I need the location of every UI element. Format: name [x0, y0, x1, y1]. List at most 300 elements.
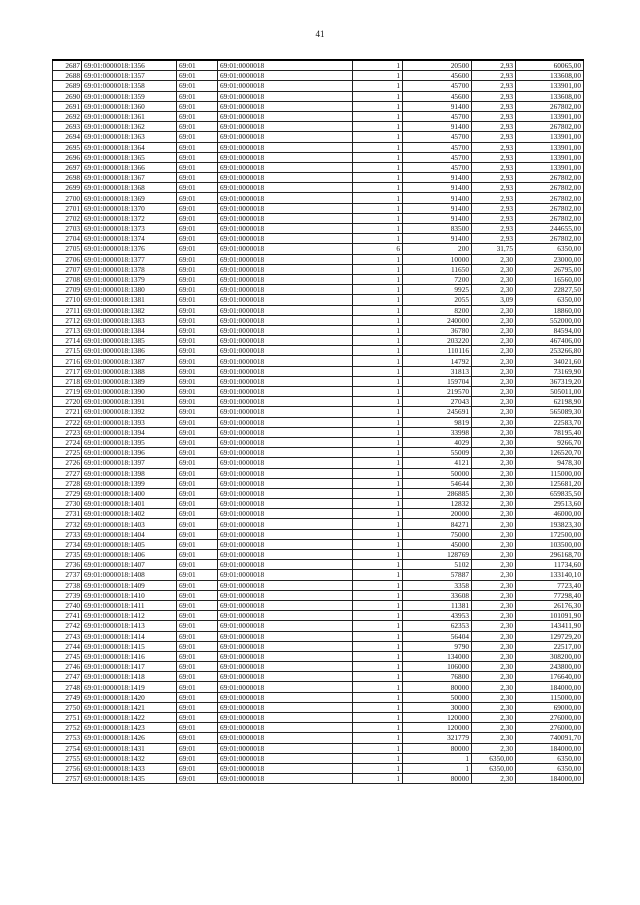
cell-region-code: 69:01 — [177, 346, 218, 356]
cell-cadastral-value: 184000,00 — [516, 743, 584, 753]
cell-cadastral-value: 276000,00 — [516, 713, 584, 723]
cell-region-code: 69:01 — [177, 682, 218, 692]
cell-cadastral-value: 367319,20 — [516, 376, 584, 386]
cell-area: 55009 — [403, 448, 472, 458]
cell-cadastral-number: 69:01:0000018:1372 — [82, 213, 177, 223]
cell-area: 33998 — [403, 427, 472, 437]
cell-region-code: 69:01 — [177, 142, 218, 152]
cell-region-code: 69:01 — [177, 101, 218, 111]
cell-area: 91400 — [403, 101, 472, 111]
cell-row-number: 2732 — [53, 519, 82, 529]
cell-row-number: 2745 — [53, 651, 82, 661]
cell-region-code: 69:01 — [177, 753, 218, 763]
cell-cadastral-value: 659835,50 — [516, 488, 584, 498]
cell-parcel-count: 1 — [353, 224, 403, 234]
cell-cadastral-number: 69:01:0000018:1396 — [82, 448, 177, 458]
cell-cadastral-quarter: 69:01:0000018 — [218, 81, 353, 91]
cell-rate: 2,30 — [472, 254, 516, 264]
cell-cadastral-quarter: 69:01:0000018 — [218, 254, 353, 264]
parcel-registry-table — [52, 59, 584, 784]
table-row — [53, 488, 584, 498]
cell-cadastral-number: 69:01:0000018:1379 — [82, 274, 177, 284]
table-row — [53, 600, 584, 610]
cell-cadastral-number: 69:01:0000018:1421 — [82, 702, 177, 712]
cell-region-code: 69:01 — [177, 295, 218, 305]
cell-cadastral-quarter: 69:01:0000018 — [218, 264, 353, 274]
cell-region-code: 69:01 — [177, 499, 218, 509]
cell-row-number: 2721 — [53, 407, 82, 417]
cell-parcel-count: 1 — [353, 101, 403, 111]
cell-parcel-count: 1 — [353, 152, 403, 162]
cell-parcel-count: 1 — [353, 71, 403, 81]
cell-cadastral-value: 133901,00 — [516, 132, 584, 142]
cell-cadastral-number: 69:01:0000018:1419 — [82, 682, 177, 692]
cell-region-code: 69:01 — [177, 692, 218, 702]
cell-cadastral-value: 6350,00 — [516, 244, 584, 254]
cell-cadastral-quarter: 69:01:0000018 — [218, 397, 353, 407]
cell-cadastral-value: 267802,00 — [516, 213, 584, 223]
table-row — [53, 468, 584, 478]
cell-region-code: 69:01 — [177, 458, 218, 468]
table-row — [53, 621, 584, 631]
cell-rate: 2,30 — [472, 611, 516, 621]
cell-cadastral-value: 133901,00 — [516, 111, 584, 121]
cell-row-number: 2752 — [53, 723, 82, 733]
cell-cadastral-value: 84594,00 — [516, 325, 584, 335]
cell-region-code: 69:01 — [177, 376, 218, 386]
cell-cadastral-quarter: 69:01:0000018 — [218, 437, 353, 447]
cell-cadastral-value: 6350,00 — [516, 295, 584, 305]
cell-parcel-count: 1 — [353, 274, 403, 284]
cell-cadastral-quarter: 69:01:0000018 — [218, 600, 353, 610]
cell-cadastral-value: 133901,00 — [516, 152, 584, 162]
cell-cadastral-number: 69:01:0000018:1384 — [82, 325, 177, 335]
table-row — [53, 427, 584, 437]
cell-cadastral-quarter: 69:01:0000018 — [218, 203, 353, 213]
cell-area: 245691 — [403, 407, 472, 417]
cell-cadastral-number: 69:01:0000018:1387 — [82, 356, 177, 366]
cell-region-code: 69:01 — [177, 397, 218, 407]
cell-rate: 2,30 — [472, 519, 516, 529]
table-row — [53, 580, 584, 590]
cell-cadastral-value: 133608,00 — [516, 71, 584, 81]
cell-region-code: 69:01 — [177, 274, 218, 284]
cell-parcel-count: 1 — [353, 387, 403, 397]
cell-parcel-count: 1 — [353, 427, 403, 437]
cell-area: 91400 — [403, 203, 472, 213]
cell-rate: 2,30 — [472, 397, 516, 407]
cell-cadastral-quarter: 69:01:0000018 — [218, 162, 353, 172]
cell-row-number: 2741 — [53, 611, 82, 621]
cell-cadastral-value: 467406,00 — [516, 336, 584, 346]
cell-cadastral-number: 69:01:0000018:1394 — [82, 427, 177, 437]
cell-area: 31813 — [403, 366, 472, 376]
cell-parcel-count: 1 — [353, 611, 403, 621]
cell-row-number: 2725 — [53, 448, 82, 458]
cell-cadastral-value: 78195,40 — [516, 427, 584, 437]
cell-cadastral-number: 69:01:0000018:1400 — [82, 488, 177, 498]
table-row — [53, 132, 584, 142]
cell-rate: 2,30 — [472, 407, 516, 417]
cell-row-number: 2753 — [53, 733, 82, 743]
cell-rate: 2,30 — [472, 509, 516, 519]
table-row — [53, 692, 584, 702]
cell-cadastral-value: 73169,90 — [516, 366, 584, 376]
table-row — [53, 478, 584, 488]
cell-cadastral-value: 77298,40 — [516, 590, 584, 600]
cell-rate: 2,93 — [472, 71, 516, 81]
cell-area: 128769 — [403, 550, 472, 560]
cell-cadastral-number: 69:01:0000018:1422 — [82, 713, 177, 723]
cell-row-number: 2699 — [53, 183, 82, 193]
cell-area: 50000 — [403, 692, 472, 702]
cell-cadastral-quarter: 69:01:0000018 — [218, 672, 353, 682]
cell-area: 45700 — [403, 81, 472, 91]
cell-cadastral-value: 267802,00 — [516, 122, 584, 132]
cell-row-number: 2695 — [53, 142, 82, 152]
cell-region-code: 69:01 — [177, 315, 218, 325]
cell-cadastral-number: 69:01:0000018:1416 — [82, 651, 177, 661]
table-row — [53, 264, 584, 274]
cell-row-number: 2689 — [53, 81, 82, 91]
table-row — [53, 183, 584, 193]
cell-rate: 2,93 — [472, 213, 516, 223]
cell-rate: 2,30 — [472, 315, 516, 325]
cell-cadastral-quarter: 69:01:0000018 — [218, 71, 353, 81]
cell-rate: 31,75 — [472, 244, 516, 254]
cell-row-number: 2724 — [53, 437, 82, 447]
cell-cadastral-value: 740091,70 — [516, 733, 584, 743]
cell-cadastral-number: 69:01:0000018:1415 — [82, 641, 177, 651]
cell-parcel-count: 1 — [353, 173, 403, 183]
cell-area: 83500 — [403, 224, 472, 234]
cell-row-number: 2748 — [53, 682, 82, 692]
cell-region-code: 69:01 — [177, 122, 218, 132]
cell-parcel-count: 1 — [353, 183, 403, 193]
cell-area: 120000 — [403, 713, 472, 723]
cell-cadastral-number: 69:01:0000018:1370 — [82, 203, 177, 213]
cell-region-code: 69:01 — [177, 488, 218, 498]
cell-parcel-count: 1 — [353, 458, 403, 468]
table-row — [53, 366, 584, 376]
cell-region-code: 69:01 — [177, 427, 218, 437]
cell-cadastral-number: 69:01:0000018:1368 — [82, 183, 177, 193]
cell-region-code: 69:01 — [177, 387, 218, 397]
cell-area: 10000 — [403, 254, 472, 264]
cell-region-code: 69:01 — [177, 641, 218, 651]
cell-parcel-count: 1 — [353, 81, 403, 91]
cell-row-number: 2731 — [53, 509, 82, 519]
table-row — [53, 305, 584, 315]
cell-rate: 2,30 — [472, 682, 516, 692]
cell-parcel-count: 1 — [353, 682, 403, 692]
cell-rate: 2,93 — [472, 162, 516, 172]
cell-cadastral-quarter: 69:01:0000018 — [218, 733, 353, 743]
cell-rate: 2,30 — [472, 264, 516, 274]
table-row — [53, 254, 584, 264]
cell-cadastral-number: 69:01:0000018:1414 — [82, 631, 177, 641]
cell-cadastral-value: 133901,00 — [516, 162, 584, 172]
cell-cadastral-number: 69:01:0000018:1357 — [82, 71, 177, 81]
cell-rate: 2,30 — [472, 336, 516, 346]
cell-cadastral-value: 16560,00 — [516, 274, 584, 284]
cell-parcel-count: 1 — [353, 519, 403, 529]
table-row — [53, 437, 584, 447]
cell-rate: 2,30 — [472, 417, 516, 427]
cell-area: 11650 — [403, 264, 472, 274]
cell-rate: 2,30 — [472, 702, 516, 712]
cell-cadastral-quarter: 69:01:0000018 — [218, 651, 353, 661]
cell-rate: 2,93 — [472, 152, 516, 162]
cell-cadastral-number: 69:01:0000018:1407 — [82, 560, 177, 570]
cell-area: 57887 — [403, 570, 472, 580]
cell-parcel-count: 1 — [353, 60, 403, 71]
cell-area: 20500 — [403, 60, 472, 71]
cell-cadastral-number: 69:01:0000018:1367 — [82, 173, 177, 183]
cell-parcel-count: 1 — [353, 763, 403, 773]
cell-parcel-count: 1 — [353, 672, 403, 682]
cell-row-number: 2702 — [53, 213, 82, 223]
cell-rate: 2,93 — [472, 81, 516, 91]
cell-rate: 2,30 — [472, 458, 516, 468]
cell-cadastral-quarter: 69:01:0000018 — [218, 763, 353, 773]
cell-cadastral-quarter: 69:01:0000018 — [218, 590, 353, 600]
cell-area: 45700 — [403, 142, 472, 152]
cell-region-code: 69:01 — [177, 621, 218, 631]
cell-area: 11381 — [403, 600, 472, 610]
cell-parcel-count: 1 — [353, 264, 403, 274]
cell-cadastral-quarter: 69:01:0000018 — [218, 244, 353, 254]
cell-area: 1 — [403, 763, 472, 773]
cell-row-number: 2708 — [53, 274, 82, 284]
cell-cadastral-value: 22517,00 — [516, 641, 584, 651]
cell-rate: 2,93 — [472, 224, 516, 234]
cell-parcel-count: 1 — [353, 397, 403, 407]
page-number: 41 — [315, 29, 325, 39]
cell-cadastral-value: 267802,00 — [516, 203, 584, 213]
cell-parcel-count: 1 — [353, 193, 403, 203]
cell-region-code: 69:01 — [177, 743, 218, 753]
table-row — [53, 743, 584, 753]
table-row — [53, 346, 584, 356]
cell-cadastral-value: 22583,70 — [516, 417, 584, 427]
cell-cadastral-number: 69:01:0000018:1406 — [82, 550, 177, 560]
table-row — [53, 774, 584, 784]
cell-region-code: 69:01 — [177, 539, 218, 549]
cell-cadastral-number: 69:01:0000018:1369 — [82, 193, 177, 203]
cell-row-number: 2738 — [53, 580, 82, 590]
cell-area: 91400 — [403, 122, 472, 132]
cell-cadastral-quarter: 69:01:0000018 — [218, 468, 353, 478]
cell-region-code: 69:01 — [177, 763, 218, 773]
cell-parcel-count: 1 — [353, 600, 403, 610]
cell-area: 4029 — [403, 437, 472, 447]
cell-cadastral-quarter: 69:01:0000018 — [218, 519, 353, 529]
cell-row-number: 2756 — [53, 763, 82, 773]
cell-cadastral-number: 69:01:0000018:1402 — [82, 509, 177, 519]
cell-region-code: 69:01 — [177, 91, 218, 101]
cell-cadastral-quarter: 69:01:0000018 — [218, 458, 353, 468]
cell-cadastral-quarter: 69:01:0000018 — [218, 132, 353, 142]
cell-region-code: 69:01 — [177, 325, 218, 335]
cell-cadastral-number: 69:01:0000018:1380 — [82, 285, 177, 295]
cell-rate: 2,30 — [472, 600, 516, 610]
cell-cadastral-number: 69:01:0000018:1388 — [82, 366, 177, 376]
cell-area: 9790 — [403, 641, 472, 651]
cell-region-code: 69:01 — [177, 651, 218, 661]
cell-parcel-count: 1 — [353, 91, 403, 101]
cell-rate: 2,30 — [472, 580, 516, 590]
cell-rate: 2,30 — [472, 713, 516, 723]
cell-region-code: 69:01 — [177, 529, 218, 539]
cell-region-code: 69:01 — [177, 81, 218, 91]
cell-region-code: 69:01 — [177, 468, 218, 478]
cell-area: 76800 — [403, 672, 472, 682]
cell-cadastral-value: 244655,00 — [516, 224, 584, 234]
table-row — [53, 81, 584, 91]
cell-area: 7200 — [403, 274, 472, 284]
cell-parcel-count: 1 — [353, 295, 403, 305]
cell-row-number: 2711 — [53, 305, 82, 315]
cell-area: 200 — [403, 244, 472, 254]
cell-parcel-count: 1 — [353, 651, 403, 661]
cell-cadastral-value: 172500,00 — [516, 529, 584, 539]
cell-cadastral-number: 69:01:0000018:1418 — [82, 672, 177, 682]
cell-row-number: 2743 — [53, 631, 82, 641]
cell-row-number: 2729 — [53, 488, 82, 498]
cell-rate: 2,30 — [472, 529, 516, 539]
cell-parcel-count: 1 — [353, 580, 403, 590]
cell-region-code: 69:01 — [177, 600, 218, 610]
cell-row-number: 2747 — [53, 672, 82, 682]
cell-region-code: 69:01 — [177, 193, 218, 203]
cell-region-code: 69:01 — [177, 132, 218, 142]
cell-cadastral-quarter: 69:01:0000018 — [218, 101, 353, 111]
cell-area: 80000 — [403, 774, 472, 784]
cell-cadastral-value: 115000,00 — [516, 468, 584, 478]
cell-cadastral-number: 69:01:0000018:1409 — [82, 580, 177, 590]
cell-region-code: 69:01 — [177, 631, 218, 641]
cell-rate: 6350,00 — [472, 763, 516, 773]
cell-row-number: 2688 — [53, 71, 82, 81]
cell-cadastral-quarter: 69:01:0000018 — [218, 753, 353, 763]
cell-cadastral-number: 69:01:0000018:1395 — [82, 437, 177, 447]
cell-row-number: 2733 — [53, 529, 82, 539]
cell-area: 91400 — [403, 193, 472, 203]
cell-cadastral-number: 69:01:0000018:1385 — [82, 336, 177, 346]
cell-cadastral-value: 26176,30 — [516, 600, 584, 610]
table-row — [53, 101, 584, 111]
table-row — [53, 733, 584, 743]
cell-parcel-count: 1 — [353, 234, 403, 244]
cell-cadastral-quarter: 69:01:0000018 — [218, 152, 353, 162]
table-row — [53, 539, 584, 549]
cell-region-code: 69:01 — [177, 417, 218, 427]
cell-row-number: 2705 — [53, 244, 82, 254]
cell-cadastral-quarter: 69:01:0000018 — [218, 743, 353, 753]
cell-cadastral-value: 62198,90 — [516, 397, 584, 407]
cell-parcel-count: 1 — [353, 713, 403, 723]
cell-rate: 2,30 — [472, 387, 516, 397]
cell-parcel-count: 1 — [353, 529, 403, 539]
cell-parcel-count: 1 — [353, 285, 403, 295]
cell-cadastral-value: 565089,30 — [516, 407, 584, 417]
cell-parcel-count: 1 — [353, 723, 403, 733]
table-row — [53, 509, 584, 519]
cell-parcel-count: 1 — [353, 539, 403, 549]
table-row — [53, 763, 584, 773]
cell-row-number: 2707 — [53, 264, 82, 274]
table-row — [53, 397, 584, 407]
cell-rate: 2,30 — [472, 488, 516, 498]
cell-area: 91400 — [403, 213, 472, 223]
cell-parcel-count: 1 — [353, 213, 403, 223]
cell-rate: 2,93 — [472, 193, 516, 203]
cell-cadastral-number: 69:01:0000018:1358 — [82, 81, 177, 91]
table-row — [53, 173, 584, 183]
cell-parcel-count: 1 — [353, 702, 403, 712]
cell-cadastral-quarter: 69:01:0000018 — [218, 417, 353, 427]
table-row — [53, 519, 584, 529]
cell-parcel-count: 1 — [353, 641, 403, 651]
cell-area: 30000 — [403, 702, 472, 712]
cell-rate: 2,93 — [472, 183, 516, 193]
cell-cadastral-quarter: 69:01:0000018 — [218, 285, 353, 295]
cell-cadastral-quarter: 69:01:0000018 — [218, 774, 353, 784]
cell-cadastral-quarter: 69:01:0000018 — [218, 356, 353, 366]
cell-cadastral-value: 267802,00 — [516, 101, 584, 111]
cell-row-number: 2751 — [53, 713, 82, 723]
cell-area: 56404 — [403, 631, 472, 641]
cell-row-number: 2717 — [53, 366, 82, 376]
cell-row-number: 2713 — [53, 325, 82, 335]
table-row — [53, 702, 584, 712]
cell-parcel-count: 1 — [353, 509, 403, 519]
cell-rate: 2,30 — [472, 692, 516, 702]
cell-area: 84271 — [403, 519, 472, 529]
cell-row-number: 2700 — [53, 193, 82, 203]
cell-cadastral-quarter: 69:01:0000018 — [218, 234, 353, 244]
cell-rate: 2,30 — [472, 723, 516, 733]
cell-rate: 2,30 — [472, 743, 516, 753]
cell-cadastral-quarter: 69:01:0000018 — [218, 173, 353, 183]
cell-cadastral-quarter: 69:01:0000018 — [218, 407, 353, 417]
cell-cadastral-quarter: 69:01:0000018 — [218, 713, 353, 723]
cell-cadastral-quarter: 69:01:0000018 — [218, 274, 353, 284]
cell-region-code: 69:01 — [177, 336, 218, 346]
table-row — [53, 213, 584, 223]
cell-region-code: 69:01 — [177, 285, 218, 295]
cell-cadastral-quarter: 69:01:0000018 — [218, 539, 353, 549]
cell-parcel-count: 1 — [353, 488, 403, 498]
cell-area: 75000 — [403, 529, 472, 539]
cell-region-code: 69:01 — [177, 672, 218, 682]
cell-region-code: 69:01 — [177, 111, 218, 121]
cell-area: 286885 — [403, 488, 472, 498]
table-row — [53, 224, 584, 234]
table-row — [53, 234, 584, 244]
cell-rate: 2,30 — [472, 356, 516, 366]
cell-cadastral-value: 267802,00 — [516, 193, 584, 203]
table-row — [53, 753, 584, 763]
cell-parcel-count: 1 — [353, 437, 403, 447]
cell-cadastral-value: 26795,00 — [516, 264, 584, 274]
cell-cadastral-number: 69:01:0000018:1431 — [82, 743, 177, 753]
cell-cadastral-number: 69:01:0000018:1390 — [82, 387, 177, 397]
cell-cadastral-quarter: 69:01:0000018 — [218, 325, 353, 335]
cell-cadastral-value: 133901,00 — [516, 81, 584, 91]
cell-row-number: 2736 — [53, 560, 82, 570]
